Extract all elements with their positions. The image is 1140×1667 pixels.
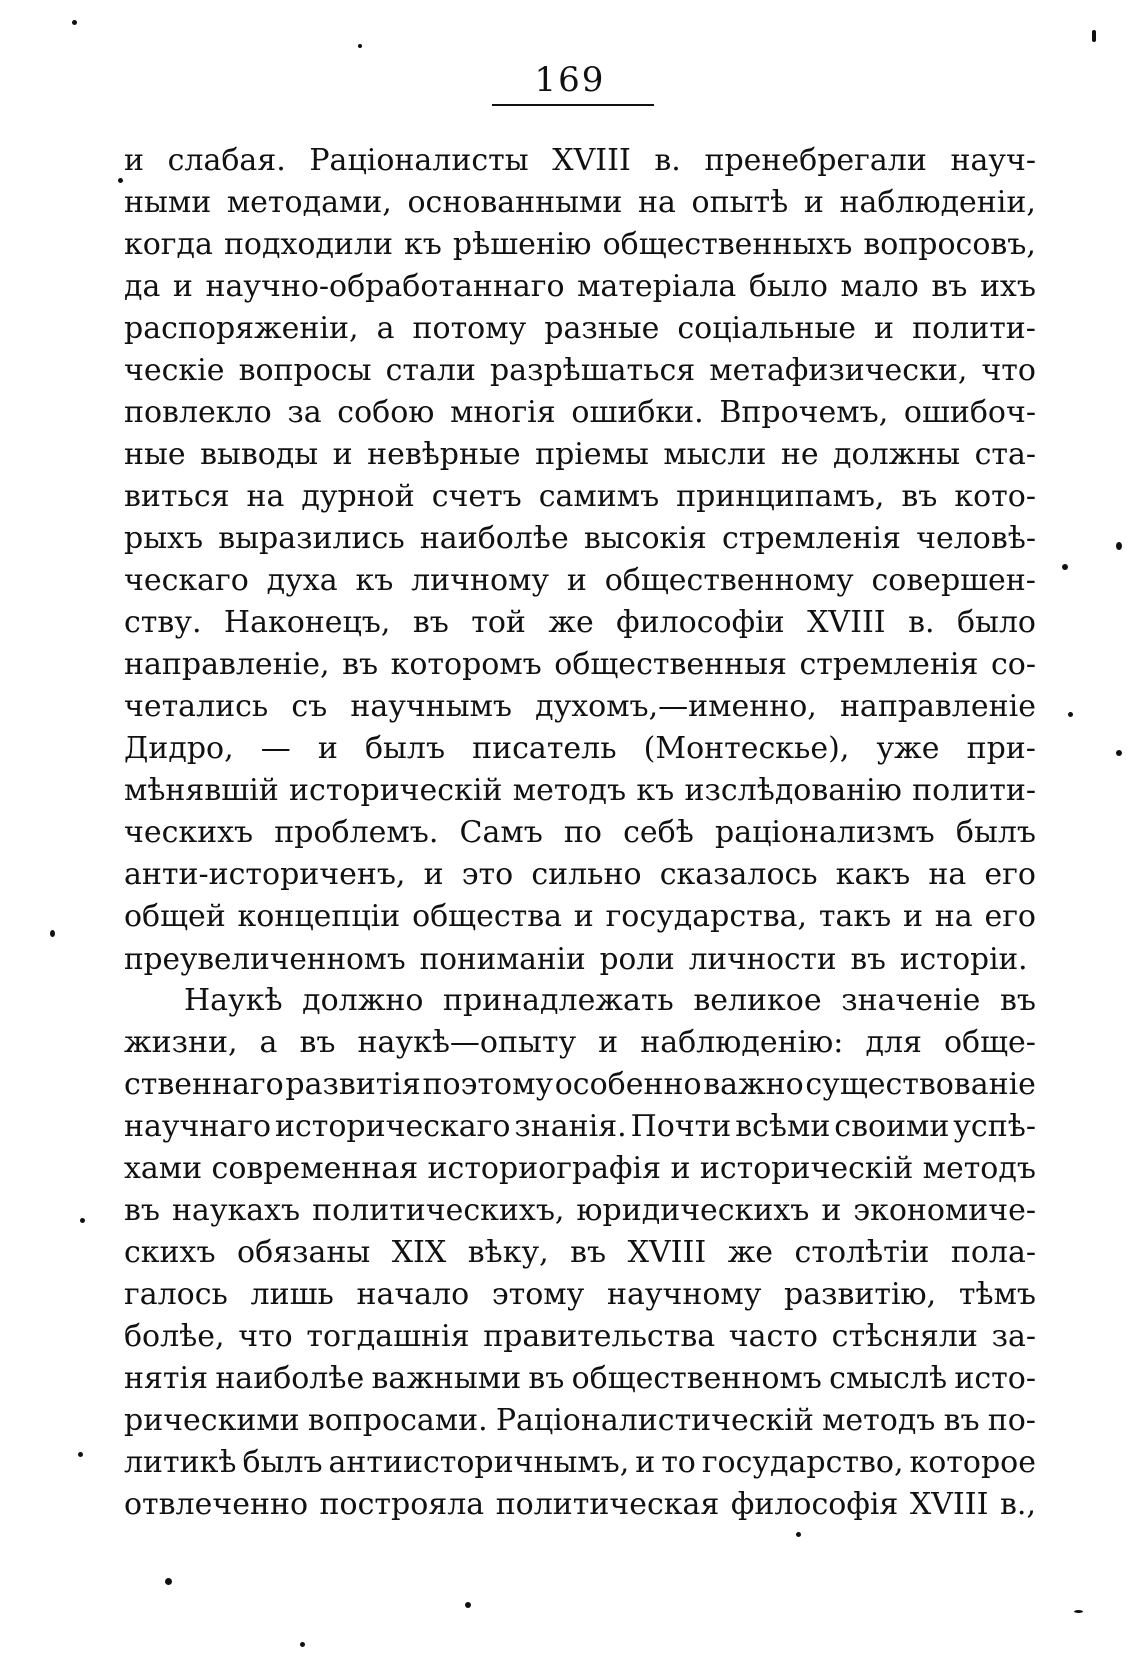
text-line: распоряженіи, а потому разные соціальные и полити- bbox=[124, 311, 1036, 346]
text-line: да и научно-обработаннаго матеріала было мало въ ихъ bbox=[124, 269, 1036, 304]
text-line: ными методами, основанными на опытѣ и наблюденіи, bbox=[124, 185, 1036, 220]
scan-speck bbox=[465, 1602, 471, 1608]
text-line: ству. Наконецъ, въ той же философіи XVIII в. было bbox=[124, 605, 1036, 640]
text-line: ческаго духа къ личному и общественному совершен- bbox=[124, 563, 1036, 598]
scan-speck bbox=[78, 1452, 83, 1457]
text-line: Дидро, — и былъ писатель (Монтескье), уже при- bbox=[124, 731, 1036, 766]
text-line: и слабая. Раціоналисты XVIII в. пренебрегали науч- bbox=[124, 143, 1036, 178]
text-line: въ наукахъ политическихъ, юридическихъ и экономиче- bbox=[124, 1193, 1036, 1228]
text-line: направленіе, въ которомъ общественныя стремленія со- bbox=[124, 647, 1036, 682]
text-line: анти-историченъ, и это сильно сказалось какъ на его bbox=[124, 857, 1036, 892]
page-number: 169 bbox=[534, 60, 606, 100]
text-line: жизни, а въ наукѣ—опыту и наблюденію: для обще- bbox=[124, 1025, 1036, 1060]
text-line: скихъ обязаны XIX вѣку, въ XVIII же столѣтіи пола- bbox=[124, 1235, 1036, 1270]
scan-speck bbox=[1116, 542, 1122, 550]
scan-speck bbox=[80, 1218, 85, 1223]
scan-speck bbox=[1092, 30, 1096, 42]
text-line: виться на дурной счетъ самимъ принципамъ, въ кото- bbox=[124, 479, 1036, 514]
text-line: отвлеченно построяла политическая философія XVIII в., bbox=[124, 1487, 1036, 1522]
scan-speck bbox=[1068, 712, 1073, 717]
text-line: болѣе, что тогдашнія правительства часто стѣсняли за- bbox=[124, 1319, 1036, 1354]
text-line: преувеличенномъ пониманіи роли личности въ исторіи. bbox=[124, 942, 1028, 976]
scan-speck bbox=[1062, 564, 1068, 570]
text-line: когда подходили къ рѣшенію общественныхъ вопросовъ, bbox=[124, 227, 1036, 262]
text-line: литикѣ былъ антиисторичнымъ, и то государство, которое bbox=[124, 1445, 1036, 1480]
scan-speck bbox=[300, 1642, 305, 1647]
scan-speck bbox=[1074, 1610, 1083, 1613]
text-line: рыхъ выразились наиболѣе высокія стремленія человѣ- bbox=[124, 521, 1036, 556]
text-line: рическими вопросами. Раціоналистическій методъ въ по- bbox=[124, 1403, 1036, 1438]
header-rule bbox=[492, 104, 654, 106]
text-line: общей концепціи общества и государства, такъ и на его bbox=[124, 899, 1036, 934]
text-line: ческихъ проблемъ. Самъ по себѣ раціонализмъ былъ bbox=[124, 815, 1036, 850]
text-line: мѣнявшій историческій методъ къ изслѣдованію полити- bbox=[124, 773, 1036, 808]
scan-speck bbox=[50, 930, 55, 937]
text-line: Наукѣ должно принадлежать великое значеніе въ bbox=[184, 983, 1036, 1018]
text-line: научнаго историческаго знанія. Почти всѣми своими успѣ- bbox=[124, 1109, 1036, 1144]
scan-speck bbox=[1116, 750, 1122, 756]
text-line: галось лишь начало этому научному развитію, тѣмъ bbox=[124, 1277, 1036, 1312]
text-line: повлекло за собою многія ошибки. Впрочемъ, ошибоч- bbox=[124, 395, 1036, 430]
text-line: ственнаго развитія поэтому особенно важно существованіе bbox=[124, 1067, 1036, 1102]
scan-speck bbox=[796, 1532, 801, 1537]
text-line: ные выводы и невѣрные пріемы мысли не должны ста- bbox=[124, 437, 1036, 472]
scan-speck bbox=[118, 178, 123, 183]
scan-speck bbox=[72, 20, 77, 25]
text-line: хами современная историографія и историческій методъ bbox=[124, 1151, 1036, 1186]
text-line: ческіе вопросы стали разрѣшаться метафизически, что bbox=[124, 353, 1036, 388]
body-text bbox=[124, 140, 1036, 1526]
text-line: нятія наиболѣе важными въ общественномъ смыслѣ исто- bbox=[124, 1361, 1036, 1396]
scan-speck bbox=[358, 44, 362, 48]
scan-speck bbox=[165, 1578, 172, 1585]
text-line: четались съ научнымъ духомъ,—именно, направленіе bbox=[124, 689, 1036, 724]
